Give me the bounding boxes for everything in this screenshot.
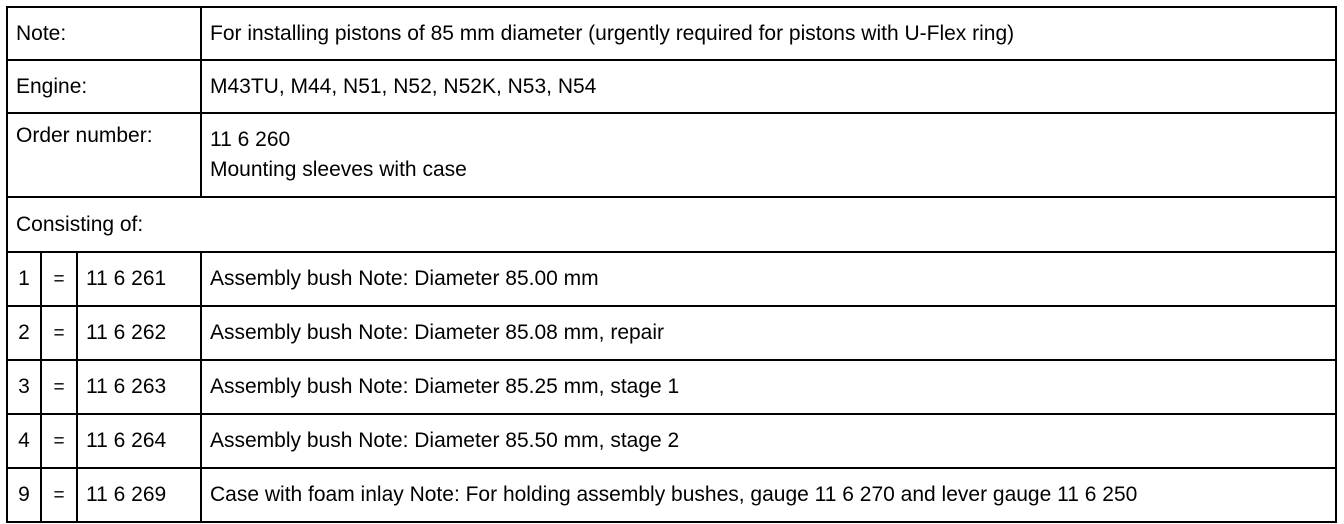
note-row [7, 7, 1336, 60]
engine-value: M43TU, M44, N51, N52, N52K, N53, N54 [201, 60, 1336, 113]
item-equals [41, 252, 77, 306]
item-number: 9 [7, 468, 41, 522]
order-row [7, 113, 1336, 197]
item-description: Assembly bush Note: Diameter 85.00 mm [201, 252, 1336, 306]
consisting-row [7, 197, 1336, 252]
order-number: 11 6 260 [210, 128, 291, 151]
item-number: 3 [7, 360, 41, 414]
item-part-number: 11 6 264 [77, 414, 201, 468]
item-part-number: 11 6 261 [77, 252, 201, 306]
consisting-label: Consisting of: [7, 197, 1336, 252]
engine-label: Engine: [7, 60, 201, 113]
item-number: 2 [7, 306, 41, 360]
table-row [7, 252, 1336, 306]
note-label: Note: [7, 7, 201, 60]
item-part-number: 11 6 262 [77, 306, 201, 360]
item-equals [41, 306, 77, 360]
item-description: Assembly bush Note: Diameter 85.25 mm, stage 1 [201, 360, 1336, 414]
table-row [7, 360, 1336, 414]
item-equals [41, 414, 77, 468]
item-description: Assembly bush Note: Diameter 85.50 mm, stage 2 [201, 414, 1336, 468]
item-part-number: 11 6 269 [77, 468, 201, 522]
engine-row [7, 60, 1336, 113]
order-value [201, 113, 1336, 197]
item-equals [41, 360, 77, 414]
order-description: Mounting sleeves with case [210, 158, 467, 181]
equals-sign: = [53, 430, 65, 452]
note-value: For installing pistons of 85 mm diameter (urgently required for pistons with U-Flex ring) [201, 7, 1336, 60]
item-number: 1 [7, 252, 41, 306]
equals-sign: = [53, 376, 65, 398]
item-number: 4 [7, 414, 41, 468]
order-label: Order number: [7, 113, 201, 197]
table-row [7, 306, 1336, 360]
table-row [7, 414, 1336, 468]
table-row [7, 468, 1336, 522]
item-description: Assembly bush Note: Diameter 85.08 mm, repair [201, 306, 1336, 360]
item-part-number: 11 6 263 [77, 360, 201, 414]
special-tool-table [6, 6, 1337, 523]
item-description: Case with foam inlay Note: For holding assembly bushes, gauge 11 6 270 and lever gauge 11 6 250 [201, 468, 1336, 522]
equals-sign: = [53, 484, 65, 506]
equals-sign: = [53, 268, 65, 290]
item-equals [41, 468, 77, 522]
equals-sign: = [53, 322, 65, 344]
spec-sheet [6, 6, 1335, 523]
